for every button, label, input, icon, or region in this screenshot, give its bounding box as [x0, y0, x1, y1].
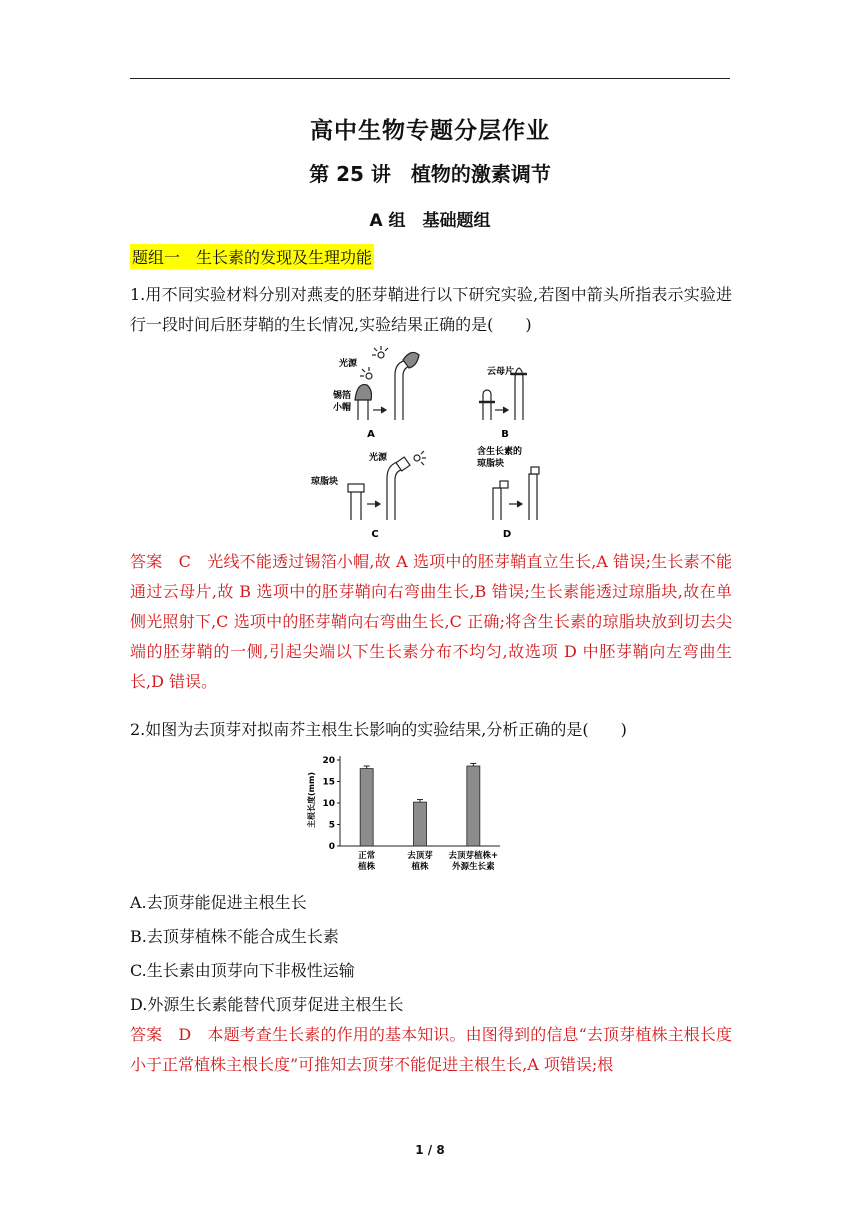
- y-tick-label: 0: [328, 842, 335, 852]
- option-c: C.生长素由顶芽向下非极性运输: [130, 961, 355, 980]
- x-category-label: 植株: [358, 862, 376, 872]
- x-category-label: 外源生长素: [452, 862, 495, 872]
- question-1-text: 1.用不同实验材料分别对燕麦的胚芽鞘进行以下研究实验,若图中箭头所指表示实验进行一段时间后胚芽鞘的生长情况,实验结果正确的是( ): [130, 285, 732, 334]
- topic-group-label: 题组一 生长素的发现及生理功能: [130, 244, 374, 269]
- y-tick-label: 20: [322, 756, 335, 766]
- x-category-label: 去顶芽: [407, 851, 433, 861]
- bar-3: [467, 766, 480, 846]
- option-d: D.外源生长素能替代顶芽促进主根生长: [130, 995, 404, 1014]
- figure-label-auxin-agar: 琼脂块: [477, 459, 505, 469]
- y-axis-label: 主根长度(mm): [307, 772, 316, 828]
- lecture-title: 第 25 讲 植物的激素调节: [309, 162, 551, 186]
- answer-1-text: 答案 C 光线不能透过锡箔小帽,故 A 选项中的胚芽鞘直立生长,A 错误;生长素不能通过云母片,故 B 选项中的胚芽鞘向右弯曲生长,B 错误;生长素能透过琼脂块,故在单侧光照射下,C 选项中的胚芽鞘向右弯曲生长,C 正确;将含生长素的琼脂块放到切去尖端的胚芽鞘的一侧,引起尖端以下生长素分布不均匀,故选项 D 中胚芽鞘向左弯曲生长,D 错误。: [130, 552, 732, 691]
- light-source-icon: [414, 451, 426, 465]
- figure-label-mica: 云母片: [487, 367, 515, 377]
- question-2-text: 2.如图为去顶芽对拟南芥主根生长影响的实验结果,分析正确的是( ): [130, 720, 627, 739]
- option-a: A.去顶芽能促进主根生长: [130, 893, 307, 912]
- x-category-label: 植株: [411, 862, 429, 872]
- figure-label-foil: 锡箔: [333, 391, 352, 401]
- main-root-length-chart: [300, 748, 510, 878]
- x-category-label: 去顶芽植株+: [448, 851, 499, 861]
- document-title: 高中生物专题分层作业: [310, 118, 550, 144]
- coleoptile-experiment-figure: [305, 340, 565, 545]
- figure-label-agar: 琼脂块: [311, 477, 339, 487]
- option-b: B.去顶芽植株不能合成生长素: [130, 927, 339, 946]
- panel-label-d: D: [502, 529, 512, 540]
- x-category-label: 正常: [358, 851, 376, 861]
- figure-label-light: 光源: [339, 359, 358, 369]
- y-tick-label: 10: [322, 799, 335, 809]
- header-rule: [130, 78, 730, 79]
- bar-1: [360, 769, 373, 846]
- panel-label-c: C: [371, 529, 379, 540]
- group-title: A 组 基础题组: [369, 211, 491, 231]
- light-source-icon: [372, 346, 388, 358]
- bar-2: [414, 802, 427, 846]
- figure-label-cap: 小帽: [333, 403, 352, 413]
- y-tick-label: 15: [322, 777, 335, 788]
- light-source-icon: [360, 367, 372, 379]
- figure-label-light: 光源: [369, 453, 388, 463]
- answer-2-text: 答案 D 本题考查生长素的作用的基本知识。由图得到的信息“去顶芽植株主根长度小于正常植株主根长度”可推知去顶芽不能促进主根生长,A 项错误;根: [130, 1025, 732, 1074]
- y-tick-label: 5: [328, 820, 335, 831]
- panel-label-a: A: [367, 429, 375, 440]
- figure-label-auxin-agar: 含生长素的: [477, 447, 523, 457]
- panel-label-b: B: [501, 429, 509, 440]
- page-number: 1 / 8: [415, 1143, 445, 1157]
